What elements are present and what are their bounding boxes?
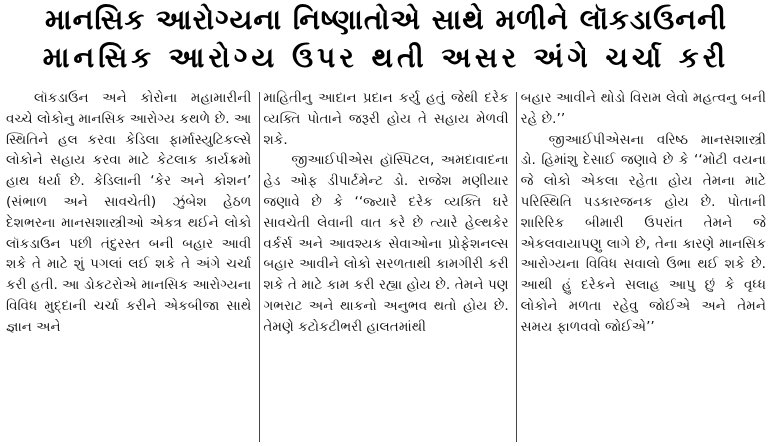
- column-3: [521, 88, 766, 446]
- column-divider: [516, 92, 517, 442]
- column-3-paragraph-2: જીઆઈપીએસના વરિષ્ઠ માનસશાસ્ત્રી ડો. હિમાંશુ દેસાઈ જણાવે છે કે ‘‘મોટી વયના જે લોકો એકલા રહેતા હોય તેમના માટે પરિસ્થિતિ પડકારજનક હોય છે. પોતાની શારિરિક બીમારી ઉપરાંત તેમને જે એકલવાયાપણુ લાગે છે, તેના કારણે માનસિક આરોગ્યના વિવિધ સવાલો ઉભા થઈ શકે છે. આથી હું દરેકને સલાહ આપુ છું કે વૃધ્ધ લોકોને મળતા રહેવુ જોઈએ અને તેમને સમય ફાળવવો જોઈએ’’: [520, 131, 766, 335]
- article-body: [6, 88, 766, 446]
- column-divider: [259, 92, 260, 442]
- column-3-paragraph-1: બહાર આવીને થોડો વિરામ લેવો મહત્વનુ બની રહે છે.’’: [520, 90, 766, 127]
- column-1-paragraph-1: લૉકડાઉન અને કોરોના મહામારીની વચ્ચે લોકોનુ માનસિક આરોગ્ય કથળે છે. આ સ્થિતિને હલ કરવા કેડિલા ફાર્માસ્યુટિકલ્સે લોકોને સહાય કરવા માટે કેટલાક કાર્યક્રમો હાથ ધર્યા છે. કેડિલાની ‘કેર અને કોશન’ (સંભાળ અને સાવચેતી) ઝુંબેશ હેઠળ દેશભરના માનસશાસ્ત્રીઓ એકત્ર થઈને લોકો લૉકડાઉન પછી તંદુરસ્ત બની બહાર આવી શકે તે માટે શું પગલાં લઈ શકે તે અંગે ચર્ચા કરી હતી. આ ડોકટરોએ માનસિક આરોગ્યના વિવિધ મુદ્દાની ચર્ચા કરીને એકબીજા સાથે જ્ઞાન અને: [6, 90, 252, 335]
- column-1: [6, 88, 251, 446]
- headline-line-2: માનસિક આરોગ્ય ઉપર થતી અસર અંગે ચર્ચા કરી: [42, 41, 730, 74]
- column-2-paragraph-1: માહિતીનુ આદાન પ્રદાન કર્યુ હતું જેથી દરેક વ્યક્તિ પોતાને જરૂરી હોય તે સહાય મેળવી શકે.: [263, 90, 509, 148]
- headline-line-1: માનસિક આરોગ્યના નિષ્ણાતોએ સાથે મળીને લૉકડાઉનની: [44, 3, 728, 36]
- column-2-paragraph-2: જીઆઈપીએસ હૉસ્પિટલ, અમદાવાદના હેડ ઓફ ડીપાર્ટમેન્ટ ડો. રાજેશ મણીયાર જણાવે છે કે ‘‘જ્યારે દરેક વ્યક્તિ ઘરે સાવચેતી લેવાની વાત કરે છે ત્યારે હેલ્થકેર વર્કર્સ અને આવશ્યક સેવાઓના પ્રોફેશનલ્સ બહાર આવીને લોકો સરળતાથી કામગીરી કરી શકે તે માટે કામ કરી રહ્યા હોય છે. તેમને પણ ગભરાટ અને થાકનો અનુભવ થતો હોય છે. તેમણે કટોકટીભરી હાલતમાંથી: [263, 152, 509, 335]
- column-2: [263, 88, 508, 446]
